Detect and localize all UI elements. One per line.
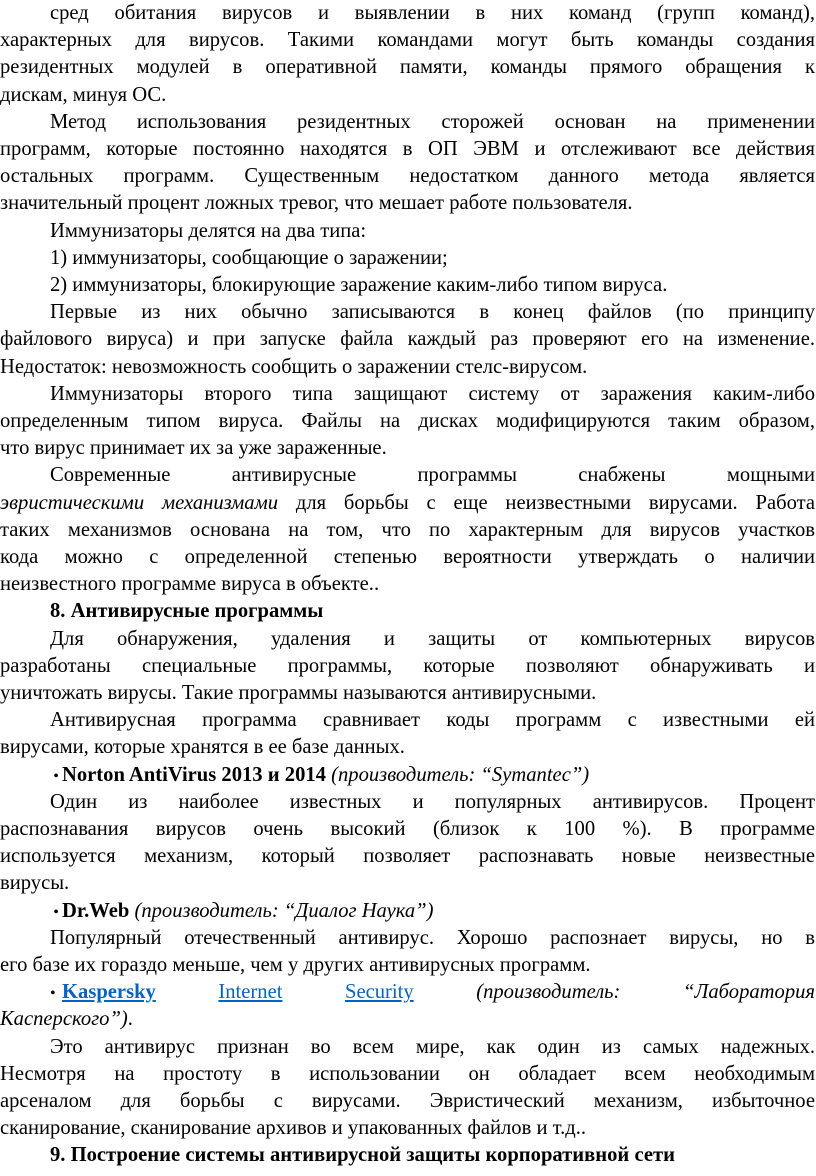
paragraph-line: значительный процент ложных тревог, что мешает работе пользователя. xyxy=(0,192,633,215)
bullet-icon: • xyxy=(53,903,59,921)
paragraph-line: определенным типом вируса. Файлы на дисках модифицируются таким образом, xyxy=(0,410,815,432)
product-maker: (производитель: “Symantec”) xyxy=(331,763,590,786)
paragraph-line: Первые из них обычно записываются в конец файлов (по принципу xyxy=(50,301,815,324)
paragraph-line: таких механизмов основана на том, что по характерным для вирусов участков xyxy=(0,518,815,541)
paragraph-line: Один из наиболее известных и популярных антивирусов. Процент xyxy=(50,790,815,813)
paragraph-line: сред обитания вирусов и выявлении в них команд (групп команд), xyxy=(50,2,815,24)
paragraph-line: Это антивирус признан во всем мире, как один из самых надежных. xyxy=(50,1035,815,1058)
list-item-drweb xyxy=(50,898,815,925)
paragraph-line: Недостаток: невозможность сообщить о заражении стелс-вирусом. xyxy=(0,355,588,378)
product-maker-cont: “Лаборатория xyxy=(682,981,815,1004)
paragraph-line: распознавания вирусов очень высокий (близок к 100 %). В программе xyxy=(0,818,815,840)
paragraph-line: Популярный отечественный антивирус. Хорошо распознает вирусы, но в xyxy=(50,926,815,949)
product-maker: (производитель: “Диалог Наука”) xyxy=(134,899,434,922)
section-heading-text: 8. Антивирусные программы xyxy=(50,600,324,623)
paragraph-text: для борьбы с еще неизвестными вирусами. Работа xyxy=(278,491,815,514)
paragraph-line: дискам, минуя ОС. xyxy=(0,83,167,106)
kaspersky-link[interactable]: Kaspersky xyxy=(62,981,156,1004)
paragraph-line: арсеналом для борьбы с вирусами. Эвристический механизм, избыточное xyxy=(0,1090,815,1112)
paragraph-line: Касперского”). xyxy=(0,1008,133,1031)
internet-link[interactable]: Internet xyxy=(218,981,283,1004)
paragraph-line: сканирование, сканирование архивов и упакованных файлов и т.д.. xyxy=(0,1117,587,1140)
paragraph-line: Несмотря на простоту в использовании он обладает всем необходимым xyxy=(0,1062,815,1085)
product-maker-end: Касперского”) xyxy=(0,1008,128,1031)
paragraph-line: неизвестного программе вируса в объекте.. xyxy=(0,573,380,596)
paragraph-line: его базе их гораздо меньше, чем у других антивирусных программ. xyxy=(0,954,591,976)
paragraph-line: файлового вируса) и при запуске файла каждый раз проверяют его на изменение. xyxy=(0,328,815,351)
list-item-kaspersky xyxy=(50,979,815,1006)
paragraph-line: кода можно с определенной степенью вероятности утверждать о наличии xyxy=(0,546,815,568)
list-item: 1) иммунизаторы, сообщающие о заражении; xyxy=(50,246,448,269)
section-heading-text: 9. Построение системы антивирусной защиты корпоративной сети xyxy=(50,1144,675,1167)
paragraph-line: разработаны специальные программы, которые позволяют обнаруживать и xyxy=(0,654,815,677)
paragraph-line: Метод использования резидентных сторожей основан на применении xyxy=(50,110,815,133)
paragraph-line: уничтожать вирусы. Такие программы называются антивирусными. xyxy=(0,682,597,704)
paragraph-line: характерных для вирусов. Такими командами могут быть команды создания xyxy=(0,29,815,52)
paragraph-line: Современные антивирусные программы снабжены мощными xyxy=(50,464,815,487)
paragraph-line: остальных программ. Существенным недостатком данного метода является xyxy=(0,165,815,188)
heuristic-term: эвристическими механизмами xyxy=(0,491,279,514)
paragraph-line: резидентных модулей в оперативной памяти, команды прямого обращения к xyxy=(0,56,815,79)
product-name: Norton AntiVirus 2013 и 2014 xyxy=(62,763,326,786)
paragraph-line: используется механизм, который позволяет распознавать новые неизвестные xyxy=(0,845,815,868)
paragraph-line xyxy=(0,490,815,517)
product-name: Dr.Web xyxy=(62,899,130,922)
paragraph-line: вирусами, которые хранятся в ее базе данных. xyxy=(0,736,405,759)
list-item-norton xyxy=(50,762,815,789)
list-item: 2) иммунизаторы, блокирующие заражение каким-либо типом вируса. xyxy=(50,274,668,296)
paragraph-line: Для обнаружения, удаления и защиты от компьютерных вирусов xyxy=(50,627,815,650)
product-maker: (производитель: xyxy=(476,981,621,1004)
paragraph-line: Иммунизаторы делятся на два типа: xyxy=(50,219,367,242)
paragraph-line: что вирус принимает их за уже зараженные. xyxy=(0,437,387,460)
section-heading xyxy=(50,1142,815,1169)
section-heading xyxy=(50,598,815,625)
paragraph-line: программ, которые постоянно находятся в ОП ЭВМ и отслеживают все действия xyxy=(0,138,815,160)
security-link[interactable]: Security xyxy=(345,981,414,1004)
paragraph-line: Антивирусная программа сравнивает коды программ с известными ей xyxy=(50,709,815,732)
kaspersky-lead xyxy=(50,981,156,1003)
paragraph-line: вирусы. xyxy=(0,872,70,895)
paragraph-line: Иммунизаторы второго типа защищают систему от заражения каким-либо xyxy=(50,382,815,405)
bullet-icon: • xyxy=(50,985,56,1003)
bullet-icon: • xyxy=(53,767,59,785)
